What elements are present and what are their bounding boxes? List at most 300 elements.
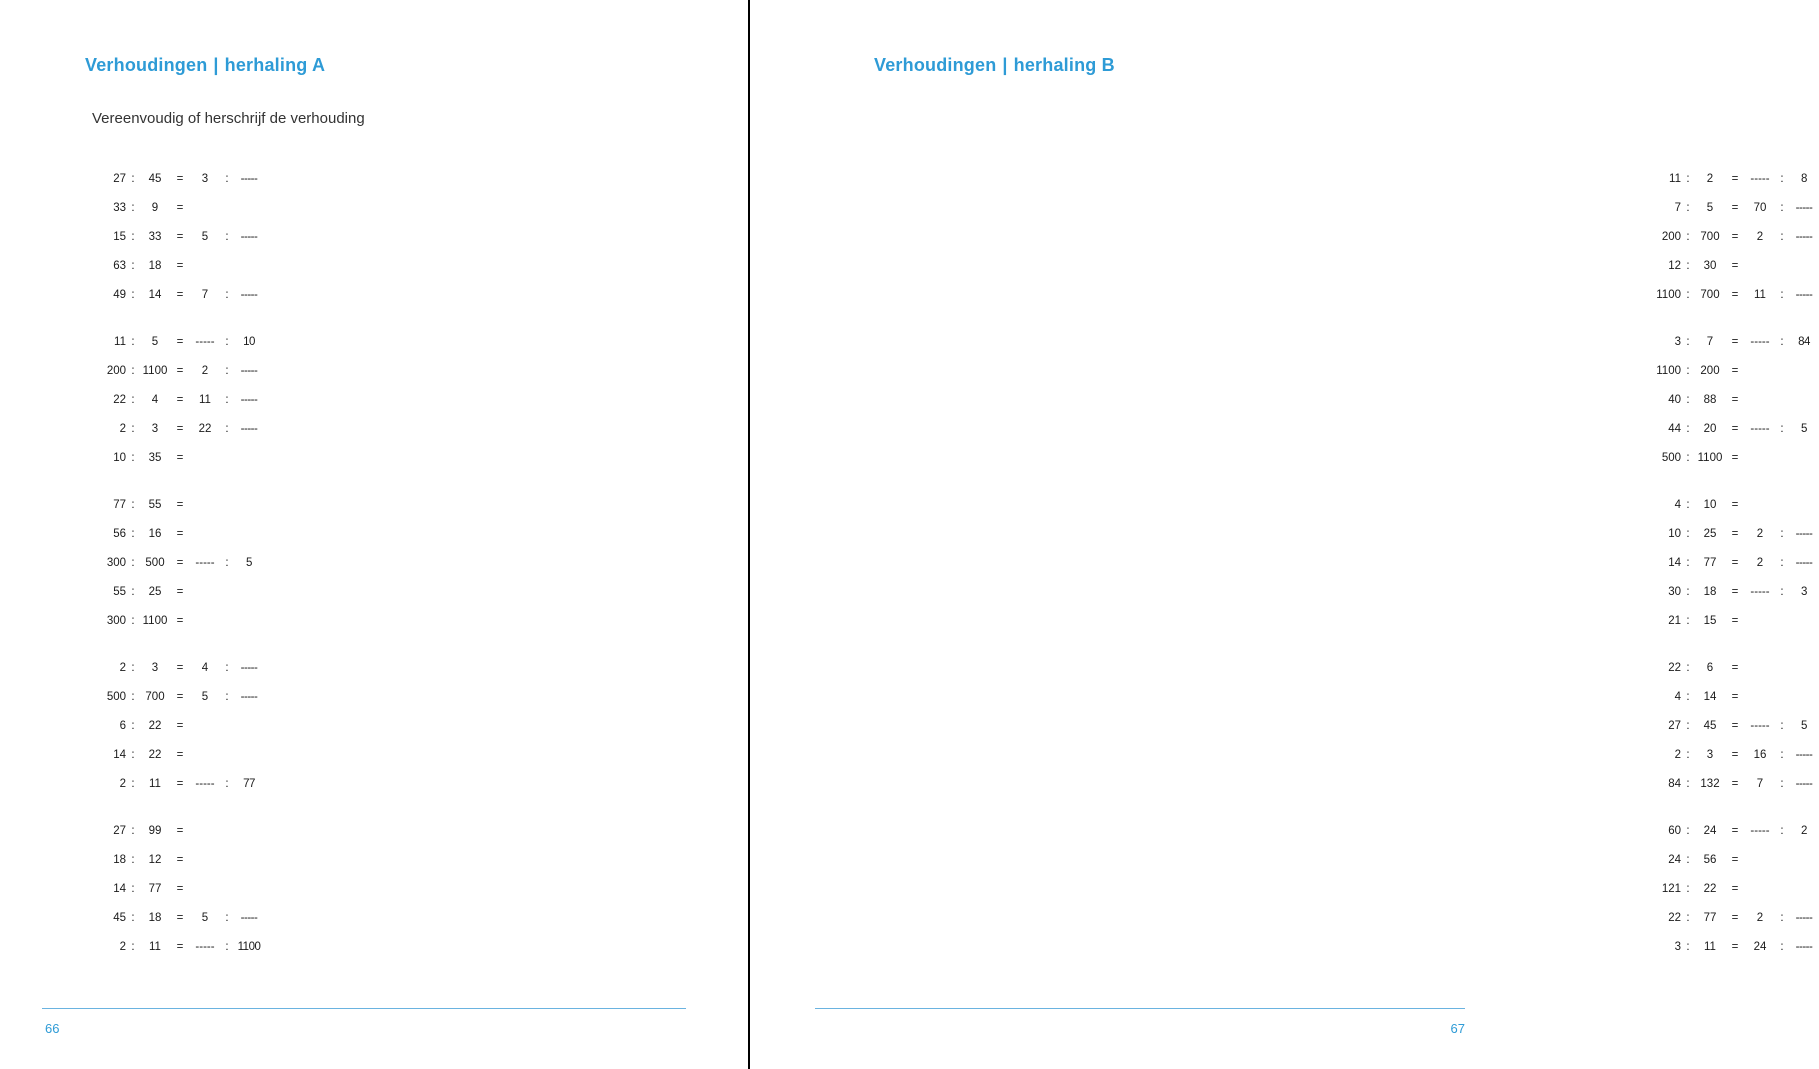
equals-sign: = — [1731, 662, 1739, 674]
ratio-colon: : — [131, 854, 135, 866]
ratio-colon: : — [1686, 883, 1690, 895]
result-antecedent[interactable]: ----- — [195, 557, 215, 569]
exercise-row — [1655, 386, 1819, 415]
term-consequent: 88 — [1703, 394, 1717, 406]
answer-blank[interactable]: ----- — [1795, 231, 1813, 243]
result-antecedent[interactable]: ----- — [1750, 586, 1770, 598]
equals-sign: = — [176, 289, 184, 301]
ratio-colon: : — [131, 749, 135, 761]
result-antecedent: 22 — [198, 423, 212, 435]
ratio-colon: : — [1686, 452, 1690, 464]
term-antecedent: 10 — [1668, 528, 1681, 540]
term-antecedent: 2 — [1674, 749, 1681, 761]
exercise-row — [100, 549, 264, 578]
term-consequent: 15 — [1703, 615, 1717, 627]
term-consequent: 35 — [148, 452, 162, 464]
answer-blank[interactable]: ----- — [1795, 912, 1813, 924]
result-antecedent[interactable]: ----- — [1750, 720, 1770, 732]
result-colon: : — [225, 173, 229, 185]
exercise-row — [100, 386, 264, 415]
ratio-colon: : — [131, 720, 135, 732]
result-antecedent: 70 — [1753, 202, 1767, 214]
result-antecedent[interactable]: ----- — [1750, 825, 1770, 837]
page-number-right: 67 — [1450, 1021, 1465, 1036]
result-antecedent: 2 — [1756, 912, 1764, 924]
term-consequent: 14 — [148, 289, 162, 301]
term-antecedent: 10 — [113, 452, 126, 464]
term-antecedent: 27 — [113, 825, 126, 837]
ratio-colon: : — [1686, 586, 1690, 598]
equals-sign: = — [1731, 394, 1739, 406]
footer-rule-left — [42, 1008, 686, 1009]
result-colon: : — [225, 691, 229, 703]
term-antecedent: 44 — [1668, 423, 1681, 435]
result-colon: : — [225, 365, 229, 377]
equals-sign: = — [176, 662, 184, 674]
equals-sign: = — [176, 394, 184, 406]
term-antecedent: 1100 — [1656, 365, 1681, 377]
term-antecedent: 2 — [119, 778, 126, 790]
ratio-colon: : — [1686, 336, 1690, 348]
term-consequent: 16 — [148, 528, 162, 540]
term-antecedent: 2 — [119, 662, 126, 674]
result-antecedent: 2 — [1756, 557, 1764, 569]
equals-sign: = — [176, 615, 184, 627]
instruction-text: Vereenvoudig of herschrijf de verhouding — [92, 110, 365, 127]
term-antecedent: 14 — [1668, 557, 1681, 569]
term-antecedent: 14 — [113, 883, 126, 895]
equals-sign: = — [1731, 173, 1739, 185]
exercise-row — [1655, 578, 1819, 607]
equals-sign: = — [1731, 260, 1739, 272]
term-consequent: 18 — [148, 912, 162, 924]
term-consequent: 99 — [148, 825, 162, 837]
result-antecedent: 2 — [1756, 528, 1764, 540]
exercise-row — [1655, 741, 1819, 770]
term-antecedent: 40 — [1668, 394, 1681, 406]
term-antecedent: 11 — [114, 336, 126, 348]
footer-rule-right — [815, 1008, 1465, 1009]
ratio-colon: : — [1686, 662, 1690, 674]
equals-sign: = — [176, 423, 184, 435]
term-consequent: 200 — [1700, 365, 1720, 377]
result-antecedent: 5 — [201, 912, 209, 924]
term-consequent: 24 — [1703, 825, 1717, 837]
ratio-colon: : — [1686, 615, 1690, 627]
term-antecedent: 60 — [1668, 825, 1681, 837]
exercise-row — [1655, 520, 1819, 549]
exercise-group — [100, 328, 264, 473]
ratio-colon: : — [131, 662, 135, 674]
answer-blank: 10 — [243, 336, 255, 348]
ratio-colon: : — [131, 825, 135, 837]
term-consequent: 22 — [148, 720, 162, 732]
equals-sign: = — [176, 720, 184, 732]
exercise-group — [1655, 654, 1819, 799]
left-page — [0, 0, 750, 1069]
ratio-colon: : — [131, 557, 135, 569]
exercise-row — [1655, 165, 1819, 194]
term-consequent: 11 — [149, 941, 161, 953]
term-antecedent: 56 — [113, 528, 126, 540]
exercise-list-right — [1655, 165, 1819, 980]
exercise-row — [1655, 904, 1819, 933]
result-colon: : — [225, 778, 229, 790]
ratio-colon: : — [131, 336, 135, 348]
ratio-colon: : — [131, 586, 135, 598]
answer-blank[interactable]: ----- — [1795, 749, 1813, 761]
exercise-row — [1655, 549, 1819, 578]
equals-sign: = — [176, 691, 184, 703]
term-consequent: 77 — [1703, 557, 1717, 569]
term-antecedent: 77 — [113, 499, 126, 511]
equals-sign: = — [1731, 586, 1739, 598]
equals-sign: = — [176, 499, 184, 511]
ratio-colon: : — [131, 394, 135, 406]
term-antecedent: 7 — [1674, 202, 1681, 214]
equals-sign: = — [176, 912, 184, 924]
term-consequent: 30 — [1703, 260, 1717, 272]
equals-sign: = — [176, 778, 184, 790]
result-colon: : — [1780, 749, 1784, 761]
ratio-colon: : — [1686, 365, 1690, 377]
answer-blank[interactable]: ----- — [240, 912, 258, 924]
answer-blank[interactable]: ----- — [240, 423, 258, 435]
term-consequent: 4 — [151, 394, 159, 406]
equals-sign: = — [1731, 365, 1739, 377]
exercise-row — [100, 846, 264, 875]
ratio-colon: : — [1686, 289, 1690, 301]
result-antecedent: 3 — [201, 173, 209, 185]
equals-sign: = — [176, 202, 184, 214]
term-consequent: 10 — [1703, 499, 1717, 511]
term-antecedent: 200 — [106, 365, 126, 377]
ratio-colon: : — [1686, 394, 1690, 406]
exercise-row — [100, 223, 264, 252]
answer-blank: 1100 — [237, 941, 261, 953]
result-colon: : — [1780, 336, 1784, 348]
result-colon: : — [1780, 586, 1784, 598]
result-antecedent: 16 — [1753, 749, 1767, 761]
exercise-row — [100, 875, 264, 904]
result-antecedent: 7 — [201, 289, 209, 301]
equals-sign: = — [1731, 883, 1739, 895]
equals-sign: = — [176, 173, 184, 185]
term-antecedent: 63 — [113, 260, 126, 272]
result-antecedent[interactable]: ----- — [195, 941, 215, 953]
result-antecedent: 5 — [201, 231, 209, 243]
page-header-right — [874, 55, 1115, 76]
equals-sign: = — [1731, 452, 1739, 464]
ratio-colon: : — [1686, 778, 1690, 790]
term-antecedent: 3 — [1674, 941, 1681, 953]
ratio-colon: : — [1686, 423, 1690, 435]
equals-sign: = — [1731, 336, 1739, 348]
page-subtitle-left: herhaling A — [224, 55, 326, 75]
answer-blank[interactable]: ----- — [240, 394, 258, 406]
exercise-group — [1655, 817, 1819, 962]
exercise-row — [100, 817, 264, 846]
answer-blank[interactable]: ----- — [240, 173, 258, 185]
result-colon: : — [225, 336, 229, 348]
result-antecedent[interactable]: ----- — [195, 778, 215, 790]
answer-blank[interactable]: ----- — [240, 289, 258, 301]
term-consequent: 18 — [1703, 586, 1717, 598]
exercise-row — [1655, 654, 1819, 683]
exercise-row — [100, 712, 264, 741]
result-antecedent[interactable]: ----- — [1750, 336, 1770, 348]
exercise-row — [1655, 933, 1819, 962]
equals-sign: = — [1731, 778, 1739, 790]
term-consequent: 500 — [145, 557, 165, 569]
term-consequent: 1100 — [142, 615, 168, 627]
exercise-row — [100, 415, 264, 444]
ratio-colon: : — [1686, 941, 1690, 953]
answer-blank: 8 — [1801, 173, 1807, 185]
ratio-colon: : — [131, 691, 135, 703]
term-antecedent: 24 — [1668, 854, 1681, 866]
ratio-colon: : — [1686, 231, 1690, 243]
term-antecedent: 500 — [106, 691, 126, 703]
term-consequent: 2 — [1706, 173, 1714, 185]
ratio-colon: : — [131, 289, 135, 301]
answer-blank[interactable]: ----- — [1795, 202, 1813, 214]
equals-sign: = — [176, 452, 184, 464]
ratio-colon: : — [1686, 749, 1690, 761]
exercise-group — [100, 165, 264, 310]
term-antecedent: 300 — [106, 557, 126, 569]
result-antecedent[interactable]: ----- — [195, 336, 215, 348]
term-consequent: 12 — [148, 854, 162, 866]
exercise-row — [1655, 281, 1819, 310]
ratio-colon: : — [1686, 825, 1690, 837]
result-colon: : — [225, 941, 229, 953]
result-colon: : — [1780, 825, 1784, 837]
result-colon: : — [225, 423, 229, 435]
result-antecedent[interactable]: ----- — [1750, 173, 1770, 185]
exercise-group — [1655, 328, 1819, 473]
equals-sign: = — [176, 854, 184, 866]
term-consequent: 700 — [1700, 231, 1720, 243]
term-antecedent: 18 — [113, 854, 126, 866]
exercise-row — [100, 770, 264, 799]
exercise-row — [100, 165, 264, 194]
equals-sign: = — [176, 260, 184, 272]
term-antecedent: 4 — [1674, 691, 1681, 703]
exercise-row — [1655, 444, 1819, 473]
exercise-row — [1655, 770, 1819, 799]
ratio-colon: : — [131, 499, 135, 511]
exercise-row — [1655, 328, 1819, 357]
term-consequent: 1100 — [142, 365, 168, 377]
equals-sign: = — [176, 883, 184, 895]
exercise-row — [100, 520, 264, 549]
result-antecedent: 7 — [1756, 778, 1764, 790]
ratio-colon: : — [131, 778, 135, 790]
term-consequent: 5 — [151, 336, 159, 348]
exercise-row — [100, 194, 264, 223]
term-consequent: 56 — [1703, 854, 1717, 866]
equals-sign: = — [176, 586, 184, 598]
term-antecedent: 27 — [113, 173, 126, 185]
result-antecedent: 5 — [201, 691, 209, 703]
equals-sign: = — [176, 528, 184, 540]
answer-blank[interactable]: ----- — [1795, 941, 1813, 953]
exercise-group — [100, 654, 264, 799]
ratio-colon: : — [1686, 499, 1690, 511]
term-consequent: 45 — [1703, 720, 1717, 732]
equals-sign: = — [1731, 941, 1739, 953]
answer-blank[interactable]: ----- — [240, 662, 258, 674]
exercise-row — [100, 281, 264, 310]
exercise-group — [100, 491, 264, 636]
term-consequent: 25 — [148, 586, 162, 598]
exercise-group — [100, 817, 264, 962]
page-header-left — [85, 55, 325, 76]
exercise-row — [1655, 491, 1819, 520]
result-colon: : — [1780, 720, 1784, 732]
term-antecedent: 84 — [1668, 778, 1681, 790]
answer-blank: 5 — [246, 557, 252, 569]
answer-blank[interactable]: ----- — [1795, 778, 1813, 790]
answer-blank[interactable]: ----- — [1795, 289, 1813, 301]
result-colon: : — [1780, 289, 1784, 301]
term-consequent: 3 — [151, 423, 159, 435]
exercise-row — [1655, 683, 1819, 712]
term-antecedent: 6 — [119, 720, 126, 732]
term-antecedent: 300 — [106, 615, 126, 627]
term-antecedent: 500 — [1661, 452, 1681, 464]
term-antecedent: 49 — [113, 289, 126, 301]
ratio-colon: : — [131, 452, 135, 464]
exercise-row — [100, 444, 264, 473]
equals-sign: = — [1731, 557, 1739, 569]
exercise-row — [100, 654, 264, 683]
term-consequent: 45 — [148, 173, 162, 185]
page-title-right: Verhoudingen — [874, 55, 997, 75]
answer-blank[interactable]: ----- — [240, 691, 258, 703]
term-consequent: 33 — [148, 231, 162, 243]
ratio-colon: : — [131, 912, 135, 924]
answer-blank[interactable]: ----- — [1795, 528, 1813, 540]
equals-sign: = — [1731, 749, 1739, 761]
exercise-row — [1655, 415, 1819, 444]
ratio-colon: : — [1686, 528, 1690, 540]
ratio-colon: : — [1686, 173, 1690, 185]
exercise-row — [100, 933, 264, 962]
term-antecedent: 55 — [113, 586, 126, 598]
ratio-colon: : — [131, 365, 135, 377]
term-antecedent: 12 — [1668, 260, 1681, 272]
exercise-row — [100, 741, 264, 770]
result-colon: : — [1780, 912, 1784, 924]
exercise-group — [1655, 491, 1819, 636]
result-colon: : — [1780, 231, 1784, 243]
equals-sign: = — [176, 231, 184, 243]
term-consequent: 3 — [151, 662, 159, 674]
term-antecedent: 21 — [1668, 615, 1681, 627]
term-consequent: 18 — [148, 260, 162, 272]
term-consequent: 700 — [145, 691, 165, 703]
answer-blank: 5 — [1801, 720, 1807, 732]
page-title-left: Verhoudingen — [85, 55, 208, 75]
answer-blank: 5 — [1801, 423, 1807, 435]
answer-blank[interactable]: ----- — [240, 365, 258, 377]
answer-blank: 84 — [1798, 336, 1810, 348]
answer-blank[interactable]: ----- — [240, 231, 258, 243]
equals-sign: = — [1731, 499, 1739, 511]
equals-sign: = — [176, 941, 184, 953]
term-antecedent: 121 — [1661, 883, 1681, 895]
term-consequent: 77 — [1703, 912, 1717, 924]
term-antecedent: 22 — [113, 394, 126, 406]
term-consequent: 7 — [1706, 336, 1714, 348]
term-antecedent: 1100 — [1656, 289, 1681, 301]
exercise-row — [1655, 817, 1819, 846]
exercise-row — [1655, 252, 1819, 281]
answer-blank[interactable]: ----- — [1795, 557, 1813, 569]
term-antecedent: 15 — [113, 231, 126, 243]
equals-sign: = — [1731, 289, 1739, 301]
ratio-colon: : — [1686, 202, 1690, 214]
equals-sign: = — [1731, 231, 1739, 243]
equals-sign: = — [176, 825, 184, 837]
result-antecedent[interactable]: ----- — [1750, 423, 1770, 435]
page-number-left: 66 — [45, 1021, 60, 1036]
ratio-colon: : — [131, 202, 135, 214]
term-antecedent: 45 — [113, 912, 126, 924]
term-consequent: 6 — [1706, 662, 1714, 674]
equals-sign: = — [1731, 720, 1739, 732]
answer-blank: 77 — [243, 778, 255, 790]
exercise-row — [100, 904, 264, 933]
equals-sign: = — [176, 557, 184, 569]
result-colon: : — [225, 394, 229, 406]
exercise-row — [100, 578, 264, 607]
term-consequent: 14 — [1703, 691, 1717, 703]
term-antecedent: 14 — [113, 749, 126, 761]
exercise-row — [1655, 607, 1819, 636]
term-consequent: 700 — [1700, 289, 1720, 301]
equals-sign: = — [176, 365, 184, 377]
result-colon: : — [1780, 173, 1784, 185]
exercise-row — [100, 491, 264, 520]
answer-blank: 2 — [1801, 825, 1807, 837]
exercise-list-left — [100, 165, 264, 980]
term-consequent: 11 — [1704, 941, 1716, 953]
term-consequent: 77 — [148, 883, 162, 895]
term-consequent: 55 — [148, 499, 162, 511]
result-colon: : — [1780, 528, 1784, 540]
term-consequent: 1100 — [1697, 452, 1723, 464]
result-colon: : — [1780, 423, 1784, 435]
term-antecedent: 200 — [1661, 231, 1681, 243]
term-consequent: 11 — [149, 778, 161, 790]
ratio-colon: : — [1686, 260, 1690, 272]
exercise-row — [1655, 223, 1819, 252]
ratio-colon: : — [131, 615, 135, 627]
result-colon: : — [1780, 778, 1784, 790]
term-antecedent: 27 — [1668, 720, 1681, 732]
ratio-colon: : — [131, 941, 135, 953]
ratio-colon: : — [131, 173, 135, 185]
term-consequent: 25 — [1703, 528, 1717, 540]
exercise-row — [1655, 194, 1819, 223]
ratio-colon: : — [131, 260, 135, 272]
term-antecedent: 30 — [1668, 586, 1681, 598]
term-consequent: 22 — [1703, 883, 1717, 895]
ratio-colon: : — [131, 231, 135, 243]
